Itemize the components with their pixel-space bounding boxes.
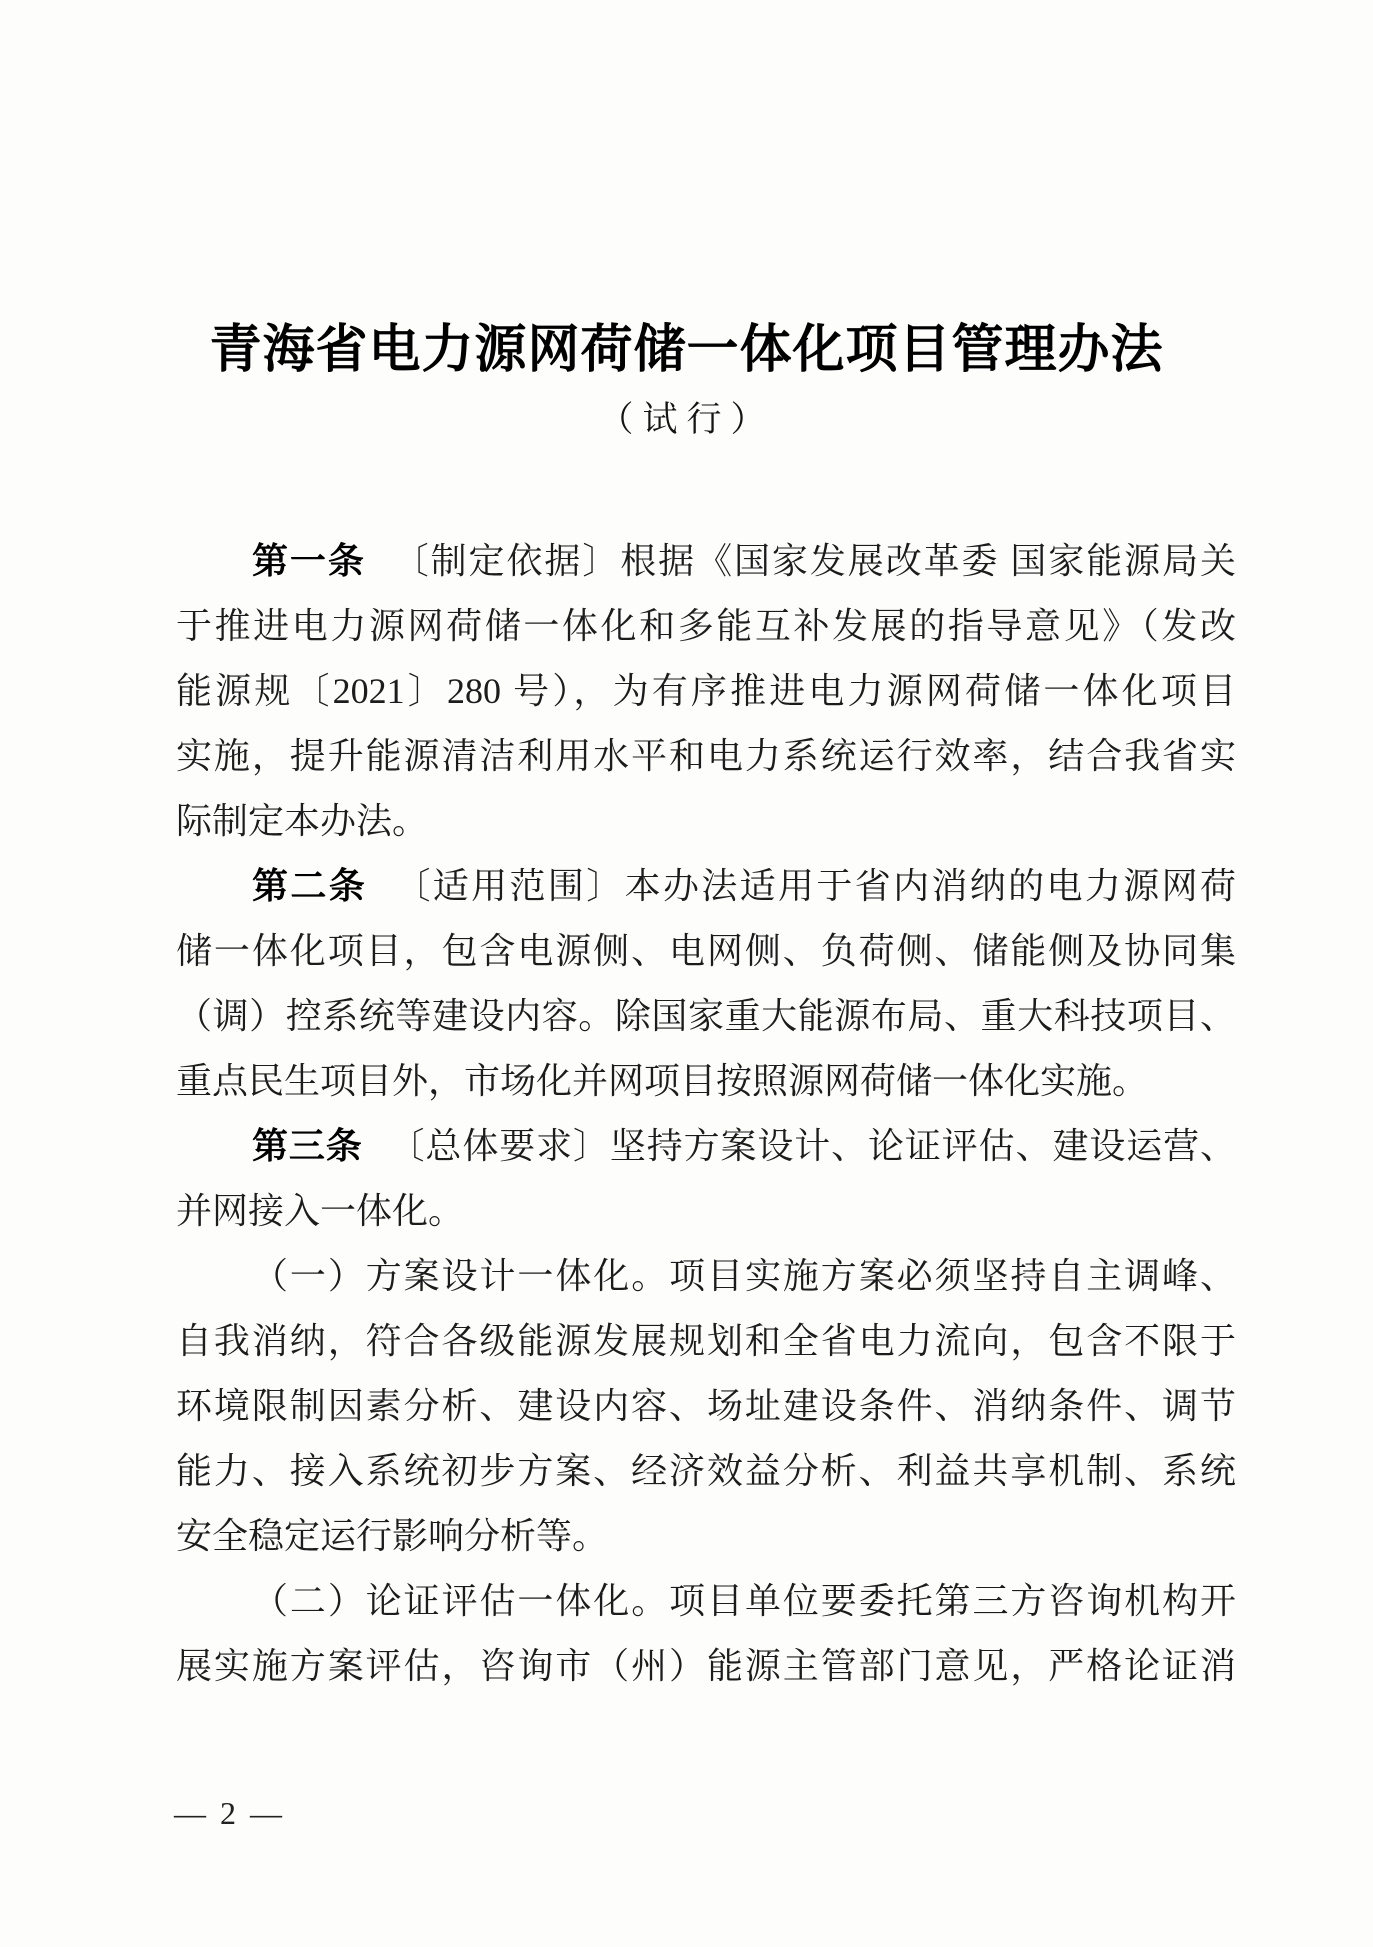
line-text: 并网接入一体化。: [176, 1191, 465, 1231]
text-line: [176, 919, 1236, 984]
text-line: [176, 854, 1236, 919]
line-text: 展实施方案评估，咨询市（州）能源主管部门意见，严格论证消: [176, 1646, 1236, 1686]
line-text: 自我消纳，符合各级能源发展规划和全省电力流向，包含不限于: [176, 1321, 1236, 1361]
text-line: [176, 659, 1236, 724]
text-line: [176, 1504, 1236, 1569]
document-subtitle: （试行）: [598, 400, 775, 439]
text-line: [176, 1309, 1236, 1374]
line-text: （二）论证评估一体化。项目单位要委托第三方咨询机构开: [252, 1581, 1236, 1621]
text-line: [176, 1244, 1236, 1309]
text-line: [176, 1114, 1236, 1179]
document-title: 青海省电力源网荷储一体化项目管理办法: [209, 321, 1164, 379]
text-line: [176, 1634, 1236, 1699]
text-line: [176, 789, 1236, 854]
line-text: 储一体化项目，包含电源侧、电网侧、负荷侧、储能侧及协同集: [176, 931, 1236, 971]
line-text: 〔总体要求〕坚持方案设计、论证评估、建设运营、: [388, 1126, 1236, 1166]
page-number: — 2 —: [174, 1795, 285, 1831]
line-text: 于推进电力源网荷储一体化和多能互补发展的指导意见》（发改: [176, 606, 1236, 646]
text-line: [176, 984, 1236, 1049]
line-text: 能力、接入系统初步方案、经济效益分析、利益共享机制、系统: [176, 1451, 1236, 1491]
article-number: 第二条: [252, 866, 368, 906]
body-text: [176, 529, 1236, 1699]
line-text: 〔适用范围〕本办法适用于省内消纳的电力源网荷: [394, 866, 1236, 906]
line-text: 实施，提升能源清洁利用水平和电力系统运行效率，结合我省实: [176, 736, 1236, 776]
text-line: [176, 724, 1236, 789]
text-line: [176, 529, 1236, 594]
text-line: [176, 1179, 1236, 1244]
line-text: 〔制定依据〕根据《国家发展改革委 国家能源局关: [392, 541, 1236, 581]
article-number: 第三条: [252, 1126, 363, 1166]
line-text: 重点民生项目外，市场化并网项目按照源网荷储一体化实施。: [176, 1061, 1149, 1101]
line-text: 能源规〔2021〕280 号），为有序推进电力源网荷储一体化项目: [176, 671, 1236, 711]
text-line: [176, 594, 1236, 659]
line-text: （调）控系统等建设内容。除国家重大能源布局、重大科技项目、: [176, 996, 1236, 1036]
line-text: （一）方案设计一体化。项目实施方案必须坚持自主调峰、: [252, 1256, 1236, 1296]
line-text: 安全稳定运行影响分析等。: [176, 1516, 609, 1556]
line-text: 环境限制因素分析、建设内容、场址建设条件、消纳条件、调节: [176, 1386, 1236, 1426]
text-line: [176, 1049, 1236, 1114]
text-line: [176, 1374, 1236, 1439]
line-text: 际制定本办法。: [176, 801, 429, 841]
article-number: 第一条: [252, 541, 366, 581]
text-line: [176, 1569, 1236, 1634]
text-line: [176, 1439, 1236, 1504]
